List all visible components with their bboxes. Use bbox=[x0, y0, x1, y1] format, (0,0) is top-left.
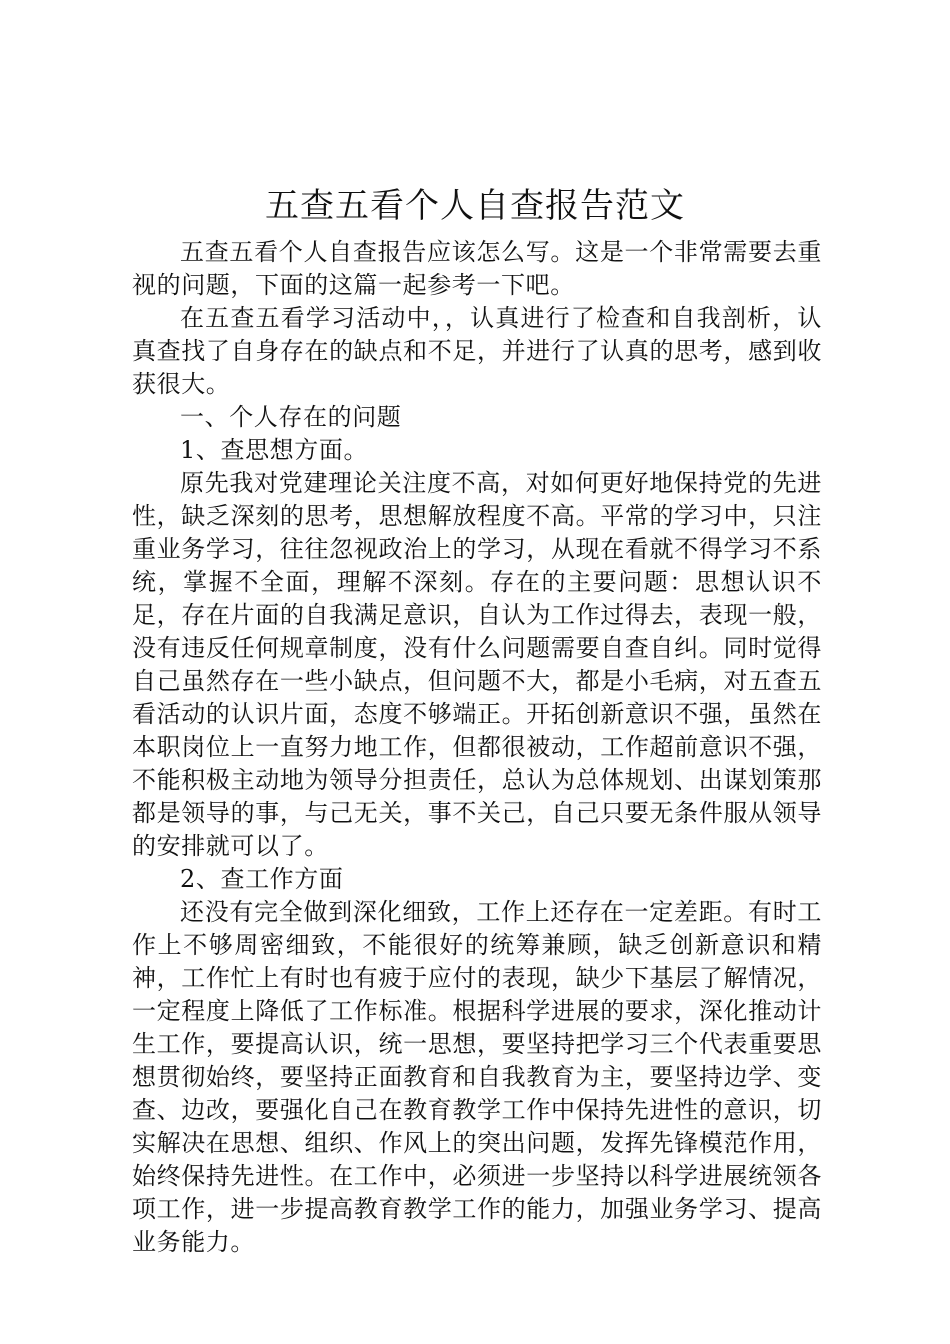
document-title: 五查五看个人自查报告范文 bbox=[265, 186, 685, 226]
context-paragraph: 在五查五看学习活动中，，认真进行了检查和自我剖析，认真查找了自身存在的缺点和不足，并进行了认真的思考，感到收获很大。 bbox=[132, 304, 822, 398]
work-paragraph: 还没有完全做到深化细致，工作上还存在一定差距。有时工作上不够周密细致，不能很好的统筹兼顾，缺乏创新意识和精神，工作忙上有时也有疲于应付的表现，缺少下基层了解情况，一定程度上降低了工作标准。根据科学进展的要求，深化推动计生工作，要提高认识，统一思想，要坚持把学习三个代表重要思想贯彻始终，要坚持正面教育和自我教育为主，要坚持边学、变查、边改，要强化自己在教育教学工作中保持先进性的意识，切实解决在思想、组织、作风上的突出问题，发挥先锋模范作用，始终保持先进性。在工作中，必须进一步坚持以科学进展统领各项工作，进一步提高教育教学工作的能力，加强业务学习、提高业务能力。 bbox=[132, 898, 822, 1256]
subsection-heading-work: 2、查工作方面 bbox=[180, 865, 344, 893]
subsection-heading-thinking: 1、查思想方面。 bbox=[180, 436, 369, 464]
thinking-paragraph: 原先我对党建理论关注度不高，对如何更好地保持党的先进性，缺乏深刻的思考，思想解放程度不高。平常的学习中，只注重业务学习，往往忽视政治上的学习，从现在看就不得学习不系统，掌握不全面，理解不深刻。存在的主要问题：思想认识不足，存在片面的自我满足意识，自认为工作过得去，表现一般，没有违反任何规章制度，没有什么问题需要自查自纠。同时觉得自己虽然存在一些小缺点，但问题不大，都是小毛病，对五查五看活动的认识片面，态度不够端正。开拓创新意识不强，虽然在本职岗位上一直努力地工作，但都很被动，工作超前意识不强，不能积极主动地为领导分担责任，总认为总体规划、出谋划策那都是领导的事，与己无关，事不关己，自己只要无条件服从领导的安排就可以了。 bbox=[132, 469, 822, 860]
intro-paragraph: 五查五看个人自查报告应该怎么写。这是一个非常需要去重视的问题，下面的这篇一起参考一下吧。 bbox=[132, 238, 822, 299]
section-heading-personal-problems: 一、个人存在的问题 bbox=[180, 403, 402, 431]
document-body bbox=[132, 236, 822, 1259]
